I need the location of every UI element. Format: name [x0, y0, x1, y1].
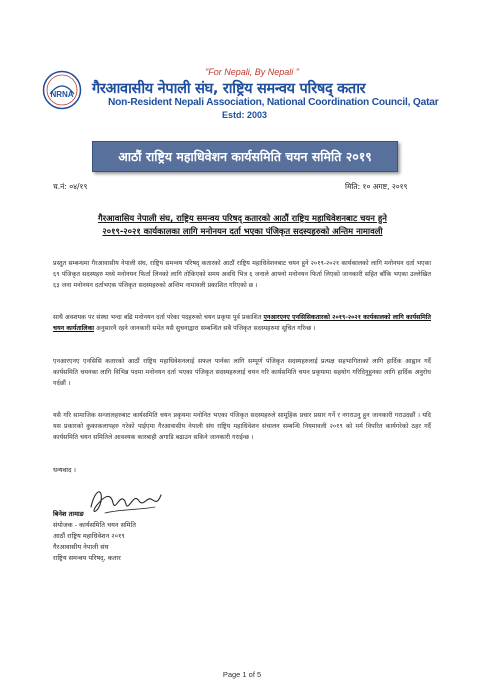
- banner-title: आठौं राष्ट्रिय महाधिवेशन कार्यसमिति चयन समिति २०१९: [118, 149, 372, 164]
- signatory-line-3: आठौं राष्ट्रिय महाधिवेशन २०१९: [53, 532, 125, 540]
- subject-heading: [60, 212, 425, 238]
- paragraph-2-intro: साथै अवशयक पर संस्था भन्दा बढि मनोनयन दर्ता परेका पदहरुको चयन प्रकृया पूर्व प्रकाशित: [53, 314, 264, 321]
- schedule-reference: एनआरएनए एनसिसिकतारको २०१९-२०२१ कार्यकालको लागि कार्यसमिति चयन कार्यतालिका: [53, 314, 431, 332]
- tagline: "For Nepali, By Nepali ": [205, 67, 299, 77]
- signatory-name: बिनेश तामाङ: [53, 510, 84, 518]
- paragraph-2-rest: अनुसारनै रहने जानकारी समेत यसै सुचनाद्वारा सम्बन्धित सबै पंजिकृत सदस्यहरुमा सूचित गरिन्छ ।: [94, 324, 316, 332]
- subject-line-2: २०१९-२०२१ कार्यकालका लागि मनोनयन दर्ता भएका पंजिकृत सदस्यहरुको अन्तिम नामावली: [102, 226, 383, 236]
- logo-text: NRNA: [50, 90, 74, 99]
- closing-thanks: धन्यवाद ।: [53, 466, 76, 474]
- body-paragraph-2: [53, 313, 431, 335]
- body-paragraph-3: एनआरएनए एनसिसि कतारको आठौं राष्ट्रिय महाधिवेशनलाई सफल पार्नका लागि सम्पूर्ण पंजिकृत सदस्यहरुलाई प्रत्यक्ष सहभागिताको लागि हार्दिक आह्वान गर्दै कार्यसमिति चयनका लागि विभिन्न पदमा मनोनयन दर्ता भएका पंजिकृत सदस्यहरुलाई चयन गरि कार्यसमिति चयन प्रकृयामा सहयोग गरिदिनुहुनका लागि हार्दिक अनुरोध गर्दछौं ।: [53, 358, 431, 387]
- org-name-nepali: गैरआवासीय नेपाली संघ, राष्ट्रिय समन्वय परिषद्‌ कतार: [92, 81, 366, 97]
- org-name-english: Non-Resident Nepali Association, National Coordination Council, Qatar: [108, 97, 439, 108]
- signatory-line-5: राष्ट्रिय समन्वय परिषद्‌, कतार: [53, 554, 121, 562]
- body-paragraph-4: यसै गरि सामाजिक सन्जालहरुबाट कार्यसमिति चयन प्रकृयमा मनोनित भएका पंजिकृत सदस्यहरुले सामूहिक प्रचार प्रसार गर्ने र नगराउनु हुन जानकारी गराउदछौं । यदि यस प्रकारको कुकाकलापहरु गरेको पाईएमा गैरआवासीय नेपाली संघ राष्ट्रिय महाधिवेशन संचालन सम्बन्धि नियमावली २०१९ को मर्म विपरित कार्यगरेको ठहर गर्दै कार्यसमिति चयन समितिले आवश्यक कारबाही अगाडि बढाउन सकिने जानकारी गराईन्छ ।: [53, 412, 431, 441]
- signatory-line-4: गैरआवासीय नेपाली संघ: [53, 543, 109, 551]
- reference-number: च.नं: ०४/१९: [53, 182, 88, 191]
- nrna-logo-icon: [42, 70, 82, 110]
- committee-banner: [92, 141, 398, 172]
- signatory-title: संयोजक - कार्यसमिति चयन समिति: [53, 521, 136, 529]
- established-year: Estd: 2003: [222, 110, 268, 120]
- page-number: Page 1 of 5: [222, 670, 262, 679]
- signatory-block: [53, 509, 136, 564]
- subject-line-1: गैरआवासिय नेपाली संघ, राष्ट्रिय समन्वय परिषद्‌ कतारको आठौं राष्ट्रिय महाधिवेशनबाट चयन हुने: [98, 213, 387, 223]
- letter-date: मिति: १० अगष्ट, २०१९: [345, 182, 408, 191]
- body-paragraph-1: प्रस्तुत सम्बन्धमा गैरआवासीय नेपाली संघ, राष्ट्रिय समन्वय परिषद्‌ कतारको आठौं राष्ट्रिय महाधिवेशनबाट चयन हुने २०१९-२०२१ कार्यकालको लागि मनोनयन दर्ता भएका ६९ पंजिकृत सदस्यहरु मध्ये मनोनयन फिर्ता लिनको लागि तोकिएको समय अवधि भित्र ६ जनाले आफ्नो मनोनयन फिर्ता लिएको जानकारी सहित बाँकि भएका उल्लेखित ६३ जना मनोनयन दर्ताभएक पंजिकृत सदस्यहरुको अन्तिम नामावली प्रकाशित गरिएको छ ।: [53, 260, 431, 289]
